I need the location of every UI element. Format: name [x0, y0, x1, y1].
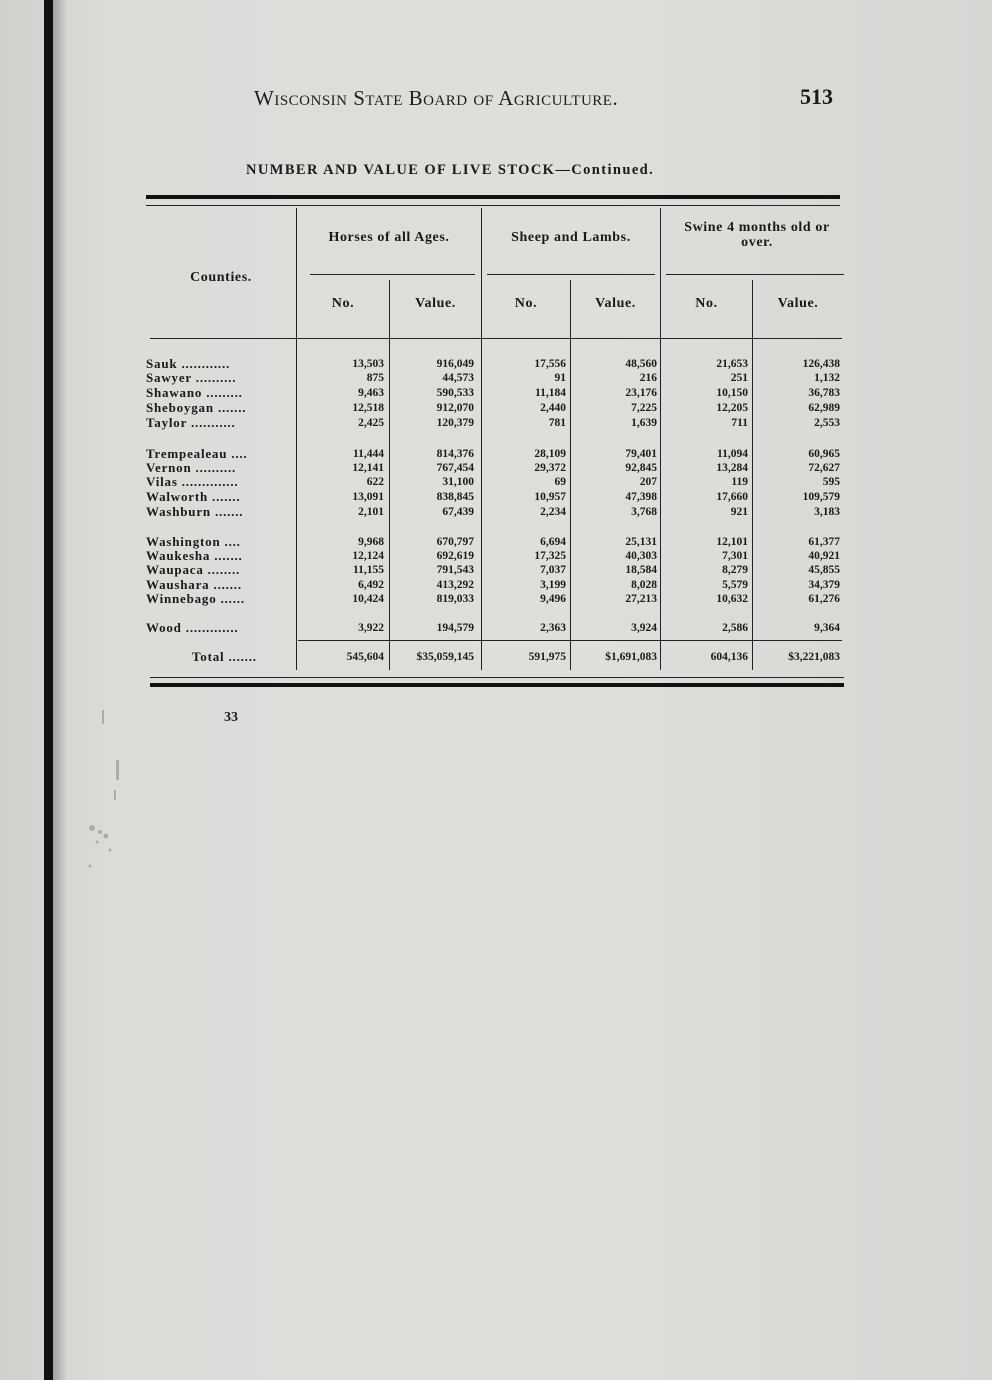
- sheep-no-cell: 28,109: [534, 448, 566, 460]
- horses-value-cell: 120,379: [436, 417, 474, 429]
- sheep-value-cell: 7,225: [631, 402, 657, 414]
- sheep-value-cell: 207: [639, 476, 657, 488]
- horses-no-cell: 2,101: [358, 506, 384, 518]
- subheader-sheep-no: No.: [514, 296, 538, 311]
- county-name: Winnebago ......: [146, 592, 245, 606]
- total-separator-rule: [298, 640, 842, 641]
- county-name: Vilas ..............: [146, 475, 239, 489]
- horses-no-cell: 12,124: [352, 550, 384, 562]
- sheep-value-cell: 92,845: [625, 462, 657, 474]
- table-top-rule-thin: [146, 205, 840, 206]
- county-name: Trempealeau ....: [146, 447, 248, 461]
- county-name: Walworth .......: [146, 490, 241, 504]
- horses-no-cell: 11,155: [353, 564, 384, 576]
- horses-no-cell: 13,503: [352, 358, 384, 370]
- table-top-rule: [146, 195, 840, 199]
- sheep-value-cell: 47,398: [625, 491, 657, 503]
- swine-value-cell: 109,579: [802, 491, 840, 503]
- total-sheep-value-cell: $1,691,083: [605, 651, 657, 663]
- horses-no-cell: 9,463: [358, 387, 384, 399]
- sheep-value-cell: 79,401: [625, 448, 657, 460]
- subheader-sheep-value: Value.: [595, 296, 636, 311]
- swine-no-cell: 10,632: [716, 593, 748, 605]
- sheep-value-cell: 25,131: [625, 536, 657, 548]
- swine-value-cell: 9,364: [814, 622, 840, 634]
- total-swine-value-cell: $3,221,083: [788, 651, 840, 663]
- county-name: Wood .............: [146, 621, 239, 635]
- horses-no-cell: 6,492: [358, 579, 384, 591]
- swine-value-cell: 595: [822, 476, 840, 488]
- sheep-no-cell: 7,037: [540, 564, 566, 576]
- col-divider-horses: [481, 208, 482, 670]
- col-divider-sheep: [660, 208, 661, 670]
- header-bottom-rule: [150, 338, 842, 339]
- swine-no-cell: 13,284: [716, 462, 748, 474]
- horses-no-cell: 622: [366, 476, 384, 488]
- swine-no-cell: 711: [731, 417, 748, 429]
- swine-value-cell: 2,553: [814, 417, 840, 429]
- total-horses-value-cell: $35,059,145: [416, 651, 474, 663]
- sheep-no-cell: 9,496: [540, 593, 566, 605]
- sheep-no-cell: 17,556: [534, 358, 566, 370]
- county-name: Shawano .........: [146, 386, 243, 400]
- sheep-no-cell: 2,363: [540, 622, 566, 634]
- sheep-no-cell: 2,234: [540, 506, 566, 518]
- horses-value-cell: 916,049: [436, 358, 474, 370]
- horses-value-cell: 670,797: [436, 536, 474, 548]
- subheader-swine-value: Value.: [777, 296, 819, 311]
- swine-no-cell: 8,279: [722, 564, 748, 576]
- horses-value-cell: 838,845: [436, 491, 474, 503]
- horses-no-cell: 13,091: [352, 491, 384, 503]
- horses-value-cell: 67,439: [442, 506, 474, 518]
- swine-no-cell: 7,301: [722, 550, 748, 562]
- total-horses-no-cell: 545,604: [346, 651, 384, 663]
- swine-no-cell: 251: [730, 372, 748, 384]
- horses-no-cell: 12,141: [352, 462, 384, 474]
- col-divider-counties: [296, 208, 297, 670]
- swine-value-cell: 45,855: [808, 564, 840, 576]
- horses-no-cell: 11,444: [353, 448, 384, 460]
- swine-value-cell: 61,377: [808, 536, 840, 548]
- horses-value-cell: 692,619: [436, 550, 474, 562]
- running-head: Wisconsin State Board of Agriculture.: [254, 86, 619, 110]
- swine-value-cell: 126,438: [802, 358, 840, 370]
- total-label: Total .......: [192, 650, 257, 664]
- horses-value-cell: 814,376: [436, 448, 474, 460]
- county-name: Washburn .......: [146, 505, 244, 519]
- horses-no-cell: 3,922: [358, 622, 384, 634]
- county-name: Taylor ...........: [146, 416, 236, 430]
- group-underline-sheep: [487, 274, 655, 275]
- swine-no-cell: 5,579: [722, 579, 748, 591]
- sheep-no-cell: 17,325: [534, 550, 566, 562]
- subheader-swine-no: No.: [695, 296, 718, 311]
- sheep-value-cell: 3,768: [631, 506, 657, 518]
- horses-no-cell: 2,425: [358, 417, 384, 429]
- swine-value-cell: 36,783: [808, 387, 840, 399]
- swine-value-cell: 61,276: [808, 593, 840, 605]
- sheep-no-cell: 11,184: [535, 387, 566, 399]
- sheep-no-cell: 2,440: [540, 402, 566, 414]
- sheep-no-cell: 781: [548, 417, 566, 429]
- county-name: Waushara .......: [146, 578, 242, 592]
- swine-value-cell: 72,627: [808, 462, 840, 474]
- sheep-no-cell: 3,199: [540, 579, 566, 591]
- swine-value-cell: 3,183: [814, 506, 840, 518]
- header-sheep: Sheep and Lambs.: [511, 230, 631, 245]
- horses-value-cell: 791,543: [436, 564, 474, 576]
- swine-value-cell: 40,921: [808, 550, 840, 562]
- sheep-value-cell: 8,028: [631, 579, 657, 591]
- sheep-no-cell: 69: [554, 476, 566, 488]
- swine-no-cell: 10,150: [716, 387, 748, 399]
- county-name: Sheboygan .......: [146, 401, 247, 415]
- horses-value-cell: 819,033: [436, 593, 474, 605]
- header-horses: Horses of all Ages.: [328, 230, 450, 245]
- group-underline-horses: [310, 274, 475, 275]
- sheep-value-cell: 23,176: [625, 387, 657, 399]
- sheep-no-cell: 10,957: [534, 491, 566, 503]
- horses-no-cell: 10,424: [352, 593, 384, 605]
- spine-shadow: [53, 0, 67, 1380]
- swine-value-cell: 1,132: [814, 372, 840, 384]
- swine-value-cell: 34,379: [808, 579, 840, 591]
- county-name: Washington ....: [146, 535, 241, 549]
- sheep-value-cell: 1,639: [631, 417, 657, 429]
- horses-value-cell: 413,292: [436, 579, 474, 591]
- horses-value-cell: 194,579: [436, 622, 474, 634]
- sheep-no-cell: 6,694: [540, 536, 566, 548]
- swine-value-cell: 60,965: [808, 448, 840, 460]
- horses-no-cell: 12,518: [352, 402, 384, 414]
- signature-number: 33: [224, 710, 238, 725]
- table-bottom-rule: [150, 683, 844, 687]
- sheep-no-cell: 29,372: [534, 462, 566, 474]
- sheep-value-cell: 18,584: [625, 564, 657, 576]
- horses-value-cell: 590,533: [436, 387, 474, 399]
- total-swine-no-cell: 604,136: [710, 651, 748, 663]
- group-underline-swine: [666, 274, 844, 275]
- horses-value-cell: 44,573: [442, 372, 474, 384]
- county-name: Sauk ............: [146, 357, 231, 371]
- horses-no-cell: 875: [366, 372, 384, 384]
- margin-smudge: [70, 690, 140, 890]
- swine-no-cell: 21,653: [716, 358, 748, 370]
- horses-value-cell: 912,070: [436, 402, 474, 414]
- sheep-value-cell: 40,303: [625, 550, 657, 562]
- sheep-value-cell: 48,560: [625, 358, 657, 370]
- table-title: NUMBER AND VALUE OF LIVE STOCK—Continued.: [246, 162, 655, 178]
- sheep-value-cell: 216: [639, 372, 657, 384]
- swine-no-cell: 11,094: [717, 448, 748, 460]
- swine-no-cell: 12,101: [716, 536, 748, 548]
- book-spine-edge: [44, 0, 53, 1380]
- swine-value-cell: 62,989: [808, 402, 840, 414]
- header-swine: Swine 4 months old or over.: [684, 220, 830, 250]
- swine-no-cell: 119: [731, 476, 748, 488]
- header-counties: Counties.: [190, 270, 252, 285]
- swine-no-cell: 921: [730, 506, 748, 518]
- horses-no-cell: 9,968: [358, 536, 384, 548]
- subheader-horses-value: Value.: [415, 296, 456, 311]
- sheep-value-cell: 3,924: [631, 622, 657, 634]
- horses-value-cell: 31,100: [442, 476, 474, 488]
- county-name: Vernon ..........: [146, 461, 237, 475]
- table-bottom-rule-thin: [150, 677, 844, 678]
- county-name: Sawyer ..........: [146, 371, 237, 385]
- swine-no-cell: 2,586: [722, 622, 748, 634]
- page-number: 513: [800, 84, 833, 109]
- sheep-value-cell: 27,213: [625, 593, 657, 605]
- county-name: Waukesha .......: [146, 549, 243, 563]
- horses-value-cell: 767,454: [436, 462, 474, 474]
- sheep-no-cell: 91: [554, 372, 566, 384]
- county-name: Waupaca ........: [146, 563, 241, 577]
- total-sheep-no-cell: 591,975: [528, 651, 566, 663]
- subheader-horses-no: No.: [331, 296, 355, 311]
- swine-no-cell: 17,660: [716, 491, 748, 503]
- swine-no-cell: 12,205: [716, 402, 748, 414]
